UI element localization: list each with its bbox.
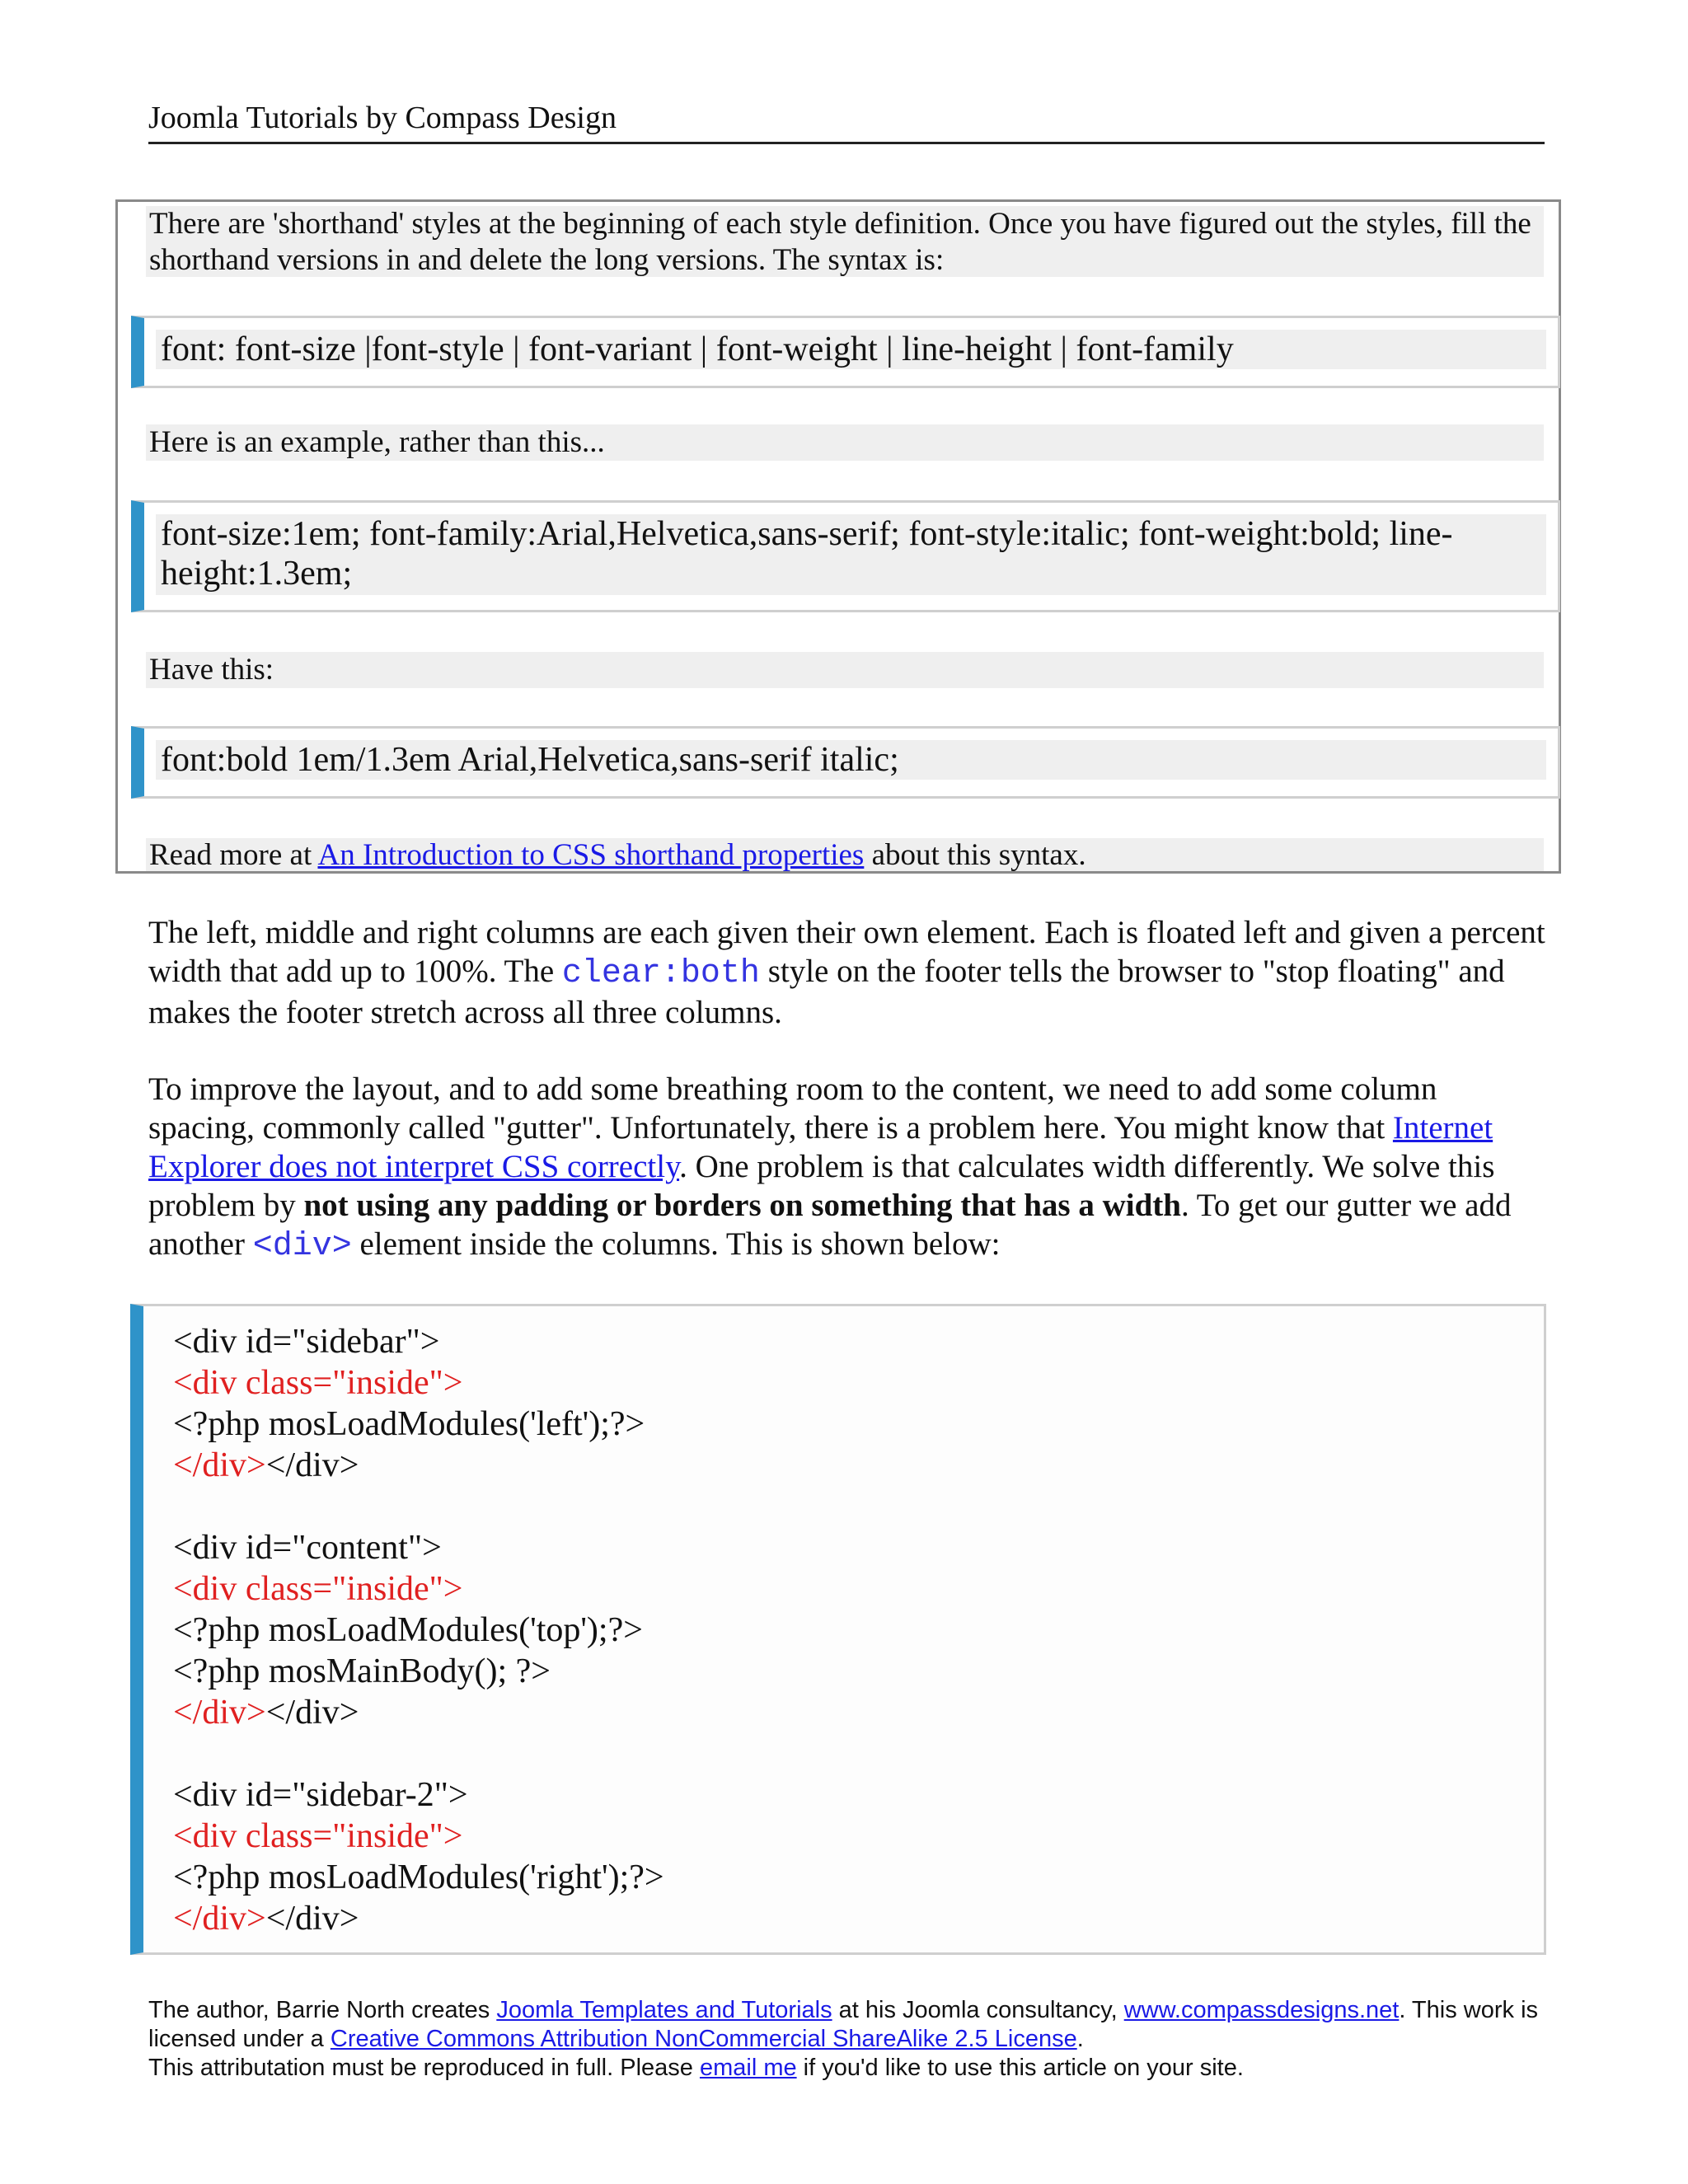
code-line: <div class="inside"> (173, 1570, 463, 1608)
page-title: Joomla Tutorials by Compass Design (148, 101, 617, 135)
code-line: <?php mosLoadModules('left');?> (173, 1405, 645, 1443)
notice-intro: There are 'shorthand' styles at the beginning of each style definition. Once you have figured out the styles, fill the shorthand versions in and delete the long versions. The syntax is: (146, 206, 1544, 277)
footer-attribution: The author, Barrie North creates Joomla Templates and Tutorials at his Joomla consultancy, www.compassdesigns.net. This work is licensed under a Creative Commons Attribution NonCommercial ShareAlike 2.5 License. This attributation must be reproduced in full. Please email me if you'd like to use this article on your site. (148, 1997, 1539, 2081)
code-line: <?php mosLoadModules('right');?> (173, 1858, 664, 1896)
code-line: </div></div> (173, 1446, 359, 1484)
code-line: <div class="inside"> (173, 1364, 463, 1402)
code-line: <div id="content"> (173, 1529, 442, 1567)
code-line: </div></div> (173, 1694, 359, 1732)
creative-commons-link[interactable]: Creative Commons Attribution NonCommercial ShareAlike 2.5 License (330, 2026, 1077, 2052)
code-line: <?php mosLoadModules('top');?> (173, 1611, 643, 1649)
shorthand-notice-box (115, 199, 1561, 874)
code-line: <div id="sidebar"> (173, 1323, 440, 1361)
have-this-label: Have this: (146, 652, 1544, 688)
blank-line (173, 1486, 664, 1527)
clear-both-code: clear:both (561, 955, 760, 992)
syntax-code-box (131, 316, 1560, 388)
gutter-paragraph: To improve the layout, and to add some breathing room to the content, we need to add some column spacing, commonly called "gutter". Unfortunately, there is a problem here. You might know that Internet Explorer does not interpret CSS correctly. One problem is that calculates width differently. We solve this problem by not using any padding or borders on something that has a width. To get our gutter we add another <div> element inside the columns. This is shown below: (148, 1071, 1512, 1265)
code-line: <div class="inside"> (173, 1817, 463, 1855)
joomla-templates-link[interactable]: Joomla Templates and Tutorials (496, 1997, 832, 2023)
email-me-link[interactable]: email me (699, 2055, 797, 2081)
short-version-code-box (131, 726, 1560, 799)
long-version-code-box (131, 500, 1560, 612)
page-header (148, 97, 1545, 144)
compassdesigns-link[interactable]: www.compassdesigns.net (1123, 1997, 1400, 2023)
div-code: <div> (252, 1228, 352, 1265)
syntax-code: font: font-size |font-style | font-variant | font-weight | line-height | font-family (156, 330, 1546, 369)
columns-paragraph: The left, middle and right columns are each given their own element. Each is floated left and given a percent width that add up to 100%. The clear:both style on the footer tells the browser to "stop floating" and makes the footer stretch across all three columns. (148, 915, 1545, 1030)
code-line: <div id="sidebar-2"> (173, 1776, 468, 1814)
short-version-code: font:bold 1em/1.3em Arial,Helvetica,sans-serif italic; (156, 740, 1546, 780)
code-line: </div></div> (173, 1900, 359, 1938)
code-line: <?php mosMainBody(); ?> (173, 1652, 551, 1690)
bold-warning: not using any padding or borders on something that has a width (303, 1188, 1181, 1223)
ie-css-link[interactable]: Internet Explorer does not interpret CSS correctly (148, 1110, 1493, 1184)
gutter-code-block (130, 1304, 1546, 1955)
long-version-code: font-size:1em; font-family:Arial,Helvetica,sans-serif; font-style:italic; font-weight:bold; line- height:1.3em; (156, 514, 1546, 595)
read-more: Read more at An Introduction to CSS shorthand properties about this syntax. (146, 838, 1544, 871)
blank-line (173, 1733, 664, 1774)
example-intro: Here is an example, rather than this... (146, 424, 1544, 461)
css-shorthand-link[interactable]: An Introduction to CSS shorthand properties (317, 838, 865, 872)
